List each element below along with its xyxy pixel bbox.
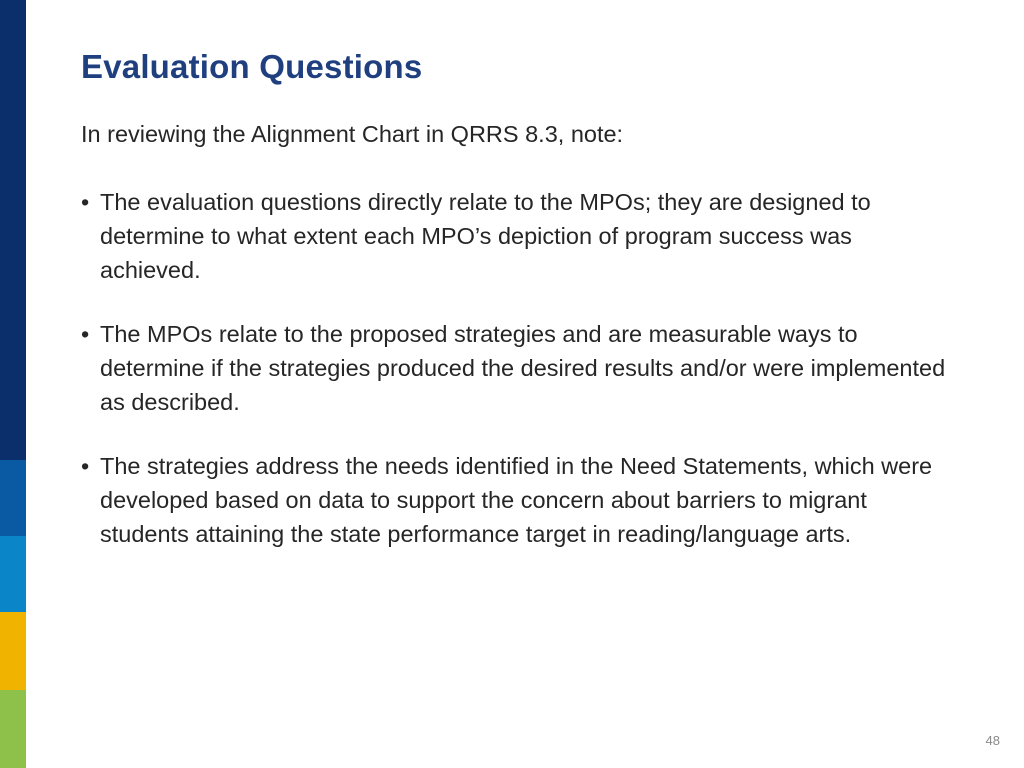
bullet-item	[81, 449, 951, 551]
intro-text: In reviewing the Alignment Chart in QRRS 8.3, note:	[81, 121, 624, 147]
accent-side-bar	[0, 0, 26, 768]
bullet-text: The strategies address the needs identified in the Need Statements, which were developed based on data to support the concern about barriers to migrant students attaining the state performance target in reading/language arts.	[100, 453, 933, 547]
bullet-text: The MPOs relate to the proposed strategies and are measurable ways to determine if the strategies produced the desired results and/or were implemented as described.	[100, 321, 946, 415]
bullet-item	[81, 185, 951, 287]
accent-bar-green-segment	[0, 690, 26, 768]
bullet-marker: •	[81, 453, 90, 479]
bullet-marker: •	[81, 321, 90, 347]
accent-bar-yellow-segment	[0, 612, 26, 690]
bullet-marker: •	[81, 189, 90, 215]
bullet-list	[81, 185, 951, 581]
bullet-item	[81, 317, 951, 419]
accent-bar-navy-segment	[0, 0, 26, 460]
slide-title: Evaluation Questions	[81, 48, 423, 85]
bullet-text: The evaluation questions directly relate to the MPOs; they are designed to determine to what extent each MPO’s depiction of program success was achieved.	[100, 189, 871, 283]
accent-bar-light-blue-segment	[0, 536, 26, 612]
page-number: 48	[985, 733, 1000, 748]
accent-bar-blue-segment	[0, 460, 26, 536]
